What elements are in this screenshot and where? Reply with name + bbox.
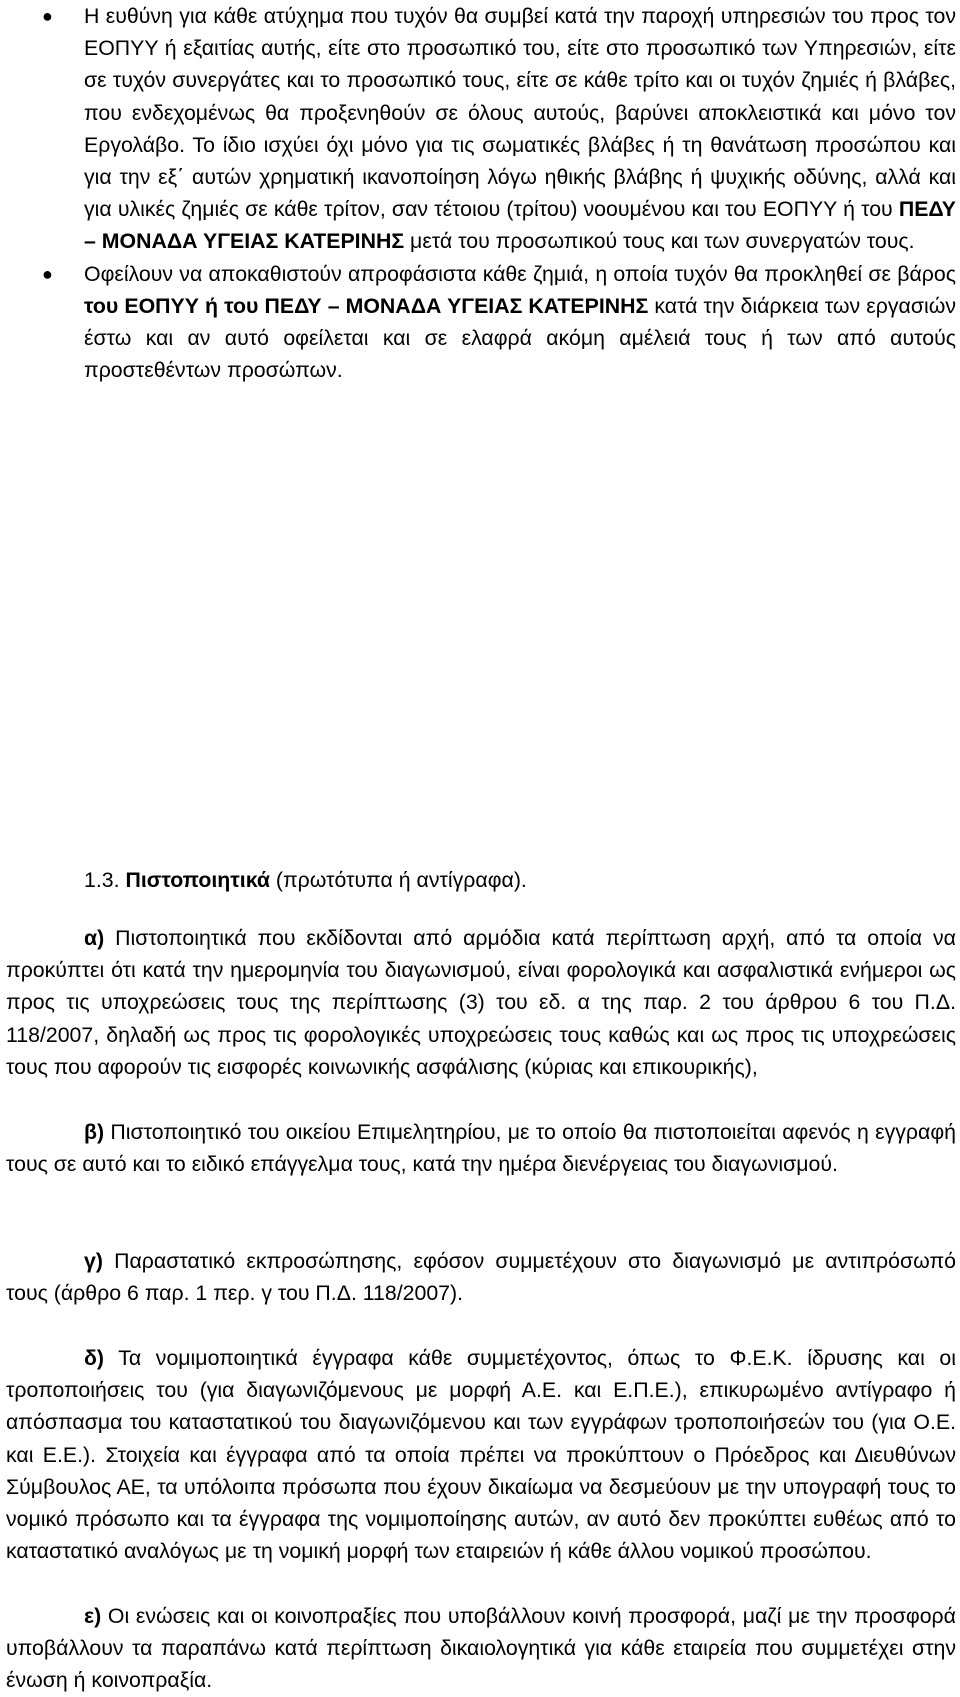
bullet-text: Η ευθύνη για κάθε ατύχημα που τυχόν θα συμβεί κατά την παροχή υπηρεσιών του προς τον ΕΟΠΥΥ ή εξαιτίας αυτής, είτε στο προσωπικό του, είτε στο προσωπικό των Υπηρεσιών, είτε σε τυχόν συνεργάτες και το προσωπικό τους, είτε σε κάθε τρίτο και οι τυχόν ζημιές ή βλάβες, που ενδεχομένως θα προξενηθούν σε όλους αυτούς, βαρύνει αποκλειστικά και μόνο τον Εργολάβο. Το ίδιο ισχύει όχι μόνο για τις σωματικές βλάβες ή τη θανάτωση προσώπου και για την εξ΄ αυτών χρηματική ικανοποίηση λόγω ηθικής βλάβης ή ψυχικής οδύνης, αλλά και για υλικές ζημιές σε κάθε τρίτον, σαν τέτοιου (τρίτου) νοουμένου και του ΕΟΠΥΥ ή του [84, 4, 956, 222]
bullet-list [42, 0, 956, 386]
item-b-text: Πιστοποιητικό του οικείου Επιμελητηρίου, με το οποίο θα πιστοποιείται αφενός η εγγραφή τους σε αυτό και το ειδικό επάγγελμα τους, κατά την ημέρα διενέργειας του διαγωνισμού. [6, 1120, 956, 1177]
item-c [6, 1245, 956, 1309]
section-title: Πιστοποιητικά [125, 868, 270, 892]
bullet-text-end: κατά την διάρκεια των εργασιών έστω και αν αυτό οφείλεται και σε ελαφρά ακόμη αμέλειά τους ή των από αυτούς προστεθέντων προσώπων. [84, 293, 956, 383]
item-c-label: γ) [84, 1249, 103, 1273]
item-e-label: ε) [84, 1604, 102, 1628]
item-a-text: Πιστοποιητικά που εκδίδονται από αρμόδια κατά περίπτωση αρχή, από τα οποία να προκύπτει ότι κατά την ημερομηνία του διαγωνισμού, είναι φορολογικά και ασφαλιστικά ενήμεροι ως προς τις υποχρεώσεις τους της περίπτωσης (3) του εδ. α της παρ. 2 του άρθρου 6 του Π.Δ. 118/2007, δηλαδή ως προς τις φορολογικές υποχρεώσεις τους καθώς και ως προς τις υποχρεώσεις τους που αφορούν τις εισφορές κοινωνικής ασφάλισης (κύριας και επικουρικής), [6, 926, 956, 1079]
list-item [42, 0, 956, 258]
item-d-text: Τα νομιμοποιητικά έγγραφα κάθε συμμετέχοντος, όπως το Φ.Ε.Κ. ίδρυσης και οι τροποποιήσεις του (για διαγωνιζόμενους με μορφή Α.Ε. και Ε.Π.Ε.), επικυρωμένο αντίγραφο ή απόσπασμα του καταστατικού του διαγωνιζόμενου και των εγγράφων τροποποιήσεών του (για Ο.Ε. και Ε.Ε.). Στοιχεία και έγγραφα από τα οποία πρέπει να προκύπτουν ο Πρόεδρος και Διευθύνων Σύμβουλος ΑΕ, τα υπόλοιπα πρόσωπα που έχουν δικαίωμα να δεσμεύουν με την υπογραφή τους το νομικό πρόσωπο και τα έγγραφα της νομιμοποίησης αυτών, αν αυτό δεν προκύπτει ευθέως από το καταστατικό αναλόγως με τη νομική μορφή των εταιρειών ή κάθε άλλου νομικού προσώπου. [6, 1346, 956, 1564]
item-b [6, 1116, 956, 1180]
list-item [42, 258, 956, 387]
bullet-icon: ● [42, 6, 53, 26]
item-e [6, 1600, 956, 1697]
item-b-label: β) [84, 1120, 105, 1144]
item-d [6, 1342, 956, 1567]
item-c-text: Παραστατικό εκπροσώπησης, εφόσον συμμετέχουν στο διαγωνισμό με αντιπρόσωπό τους (άρθρο 6 παρ. 1 περ. γ του Π.Δ. 118/2007). [6, 1249, 956, 1306]
section-heading [84, 864, 527, 896]
section-number: 1.3. [84, 868, 120, 892]
bullet-bold-text: του ΕΟΠΥΥ ή του ΠΕΔΥ – ΜΟΝΑΔΑ ΥΓΕΙΑΣ ΚΑΤΕΡΙΝΗΣ [84, 293, 649, 318]
item-a [6, 922, 956, 1083]
item-d-label: δ) [84, 1346, 105, 1370]
bullet-text: Οφείλουν να αποκαθιστούν απροφάσιστα κάθε ζημιά, η οποία τυχόν θα προκληθεί σε βάρος [84, 261, 956, 286]
bullet-text-end: μετά του προσωπικού τους και των συνεργατών τους. [404, 229, 915, 254]
item-a-label: α) [84, 926, 105, 950]
bullet-icon: ● [42, 263, 53, 284]
item-e-text: Οι ενώσεις και οι κοινοπραξίες που υποβάλλουν κοινή προσφορά, μαζί με την προσφορά υποβάλλουν τα παραπάνω κατά περίπτωση δικαιολογητικά για κάθε εταιρεία που συμμετέχει στην ένωση ή κοινοπραξία. [6, 1604, 956, 1693]
section-subtitle: (πρωτότυπα ή αντίγραφα). [269, 868, 527, 892]
bullet-bold-text: ΠΕΔΥ – ΜΟΝΑΔΑ ΥΓΕΙΑΣ ΚΑΤΕΡΙΝΗΣ [84, 197, 956, 254]
